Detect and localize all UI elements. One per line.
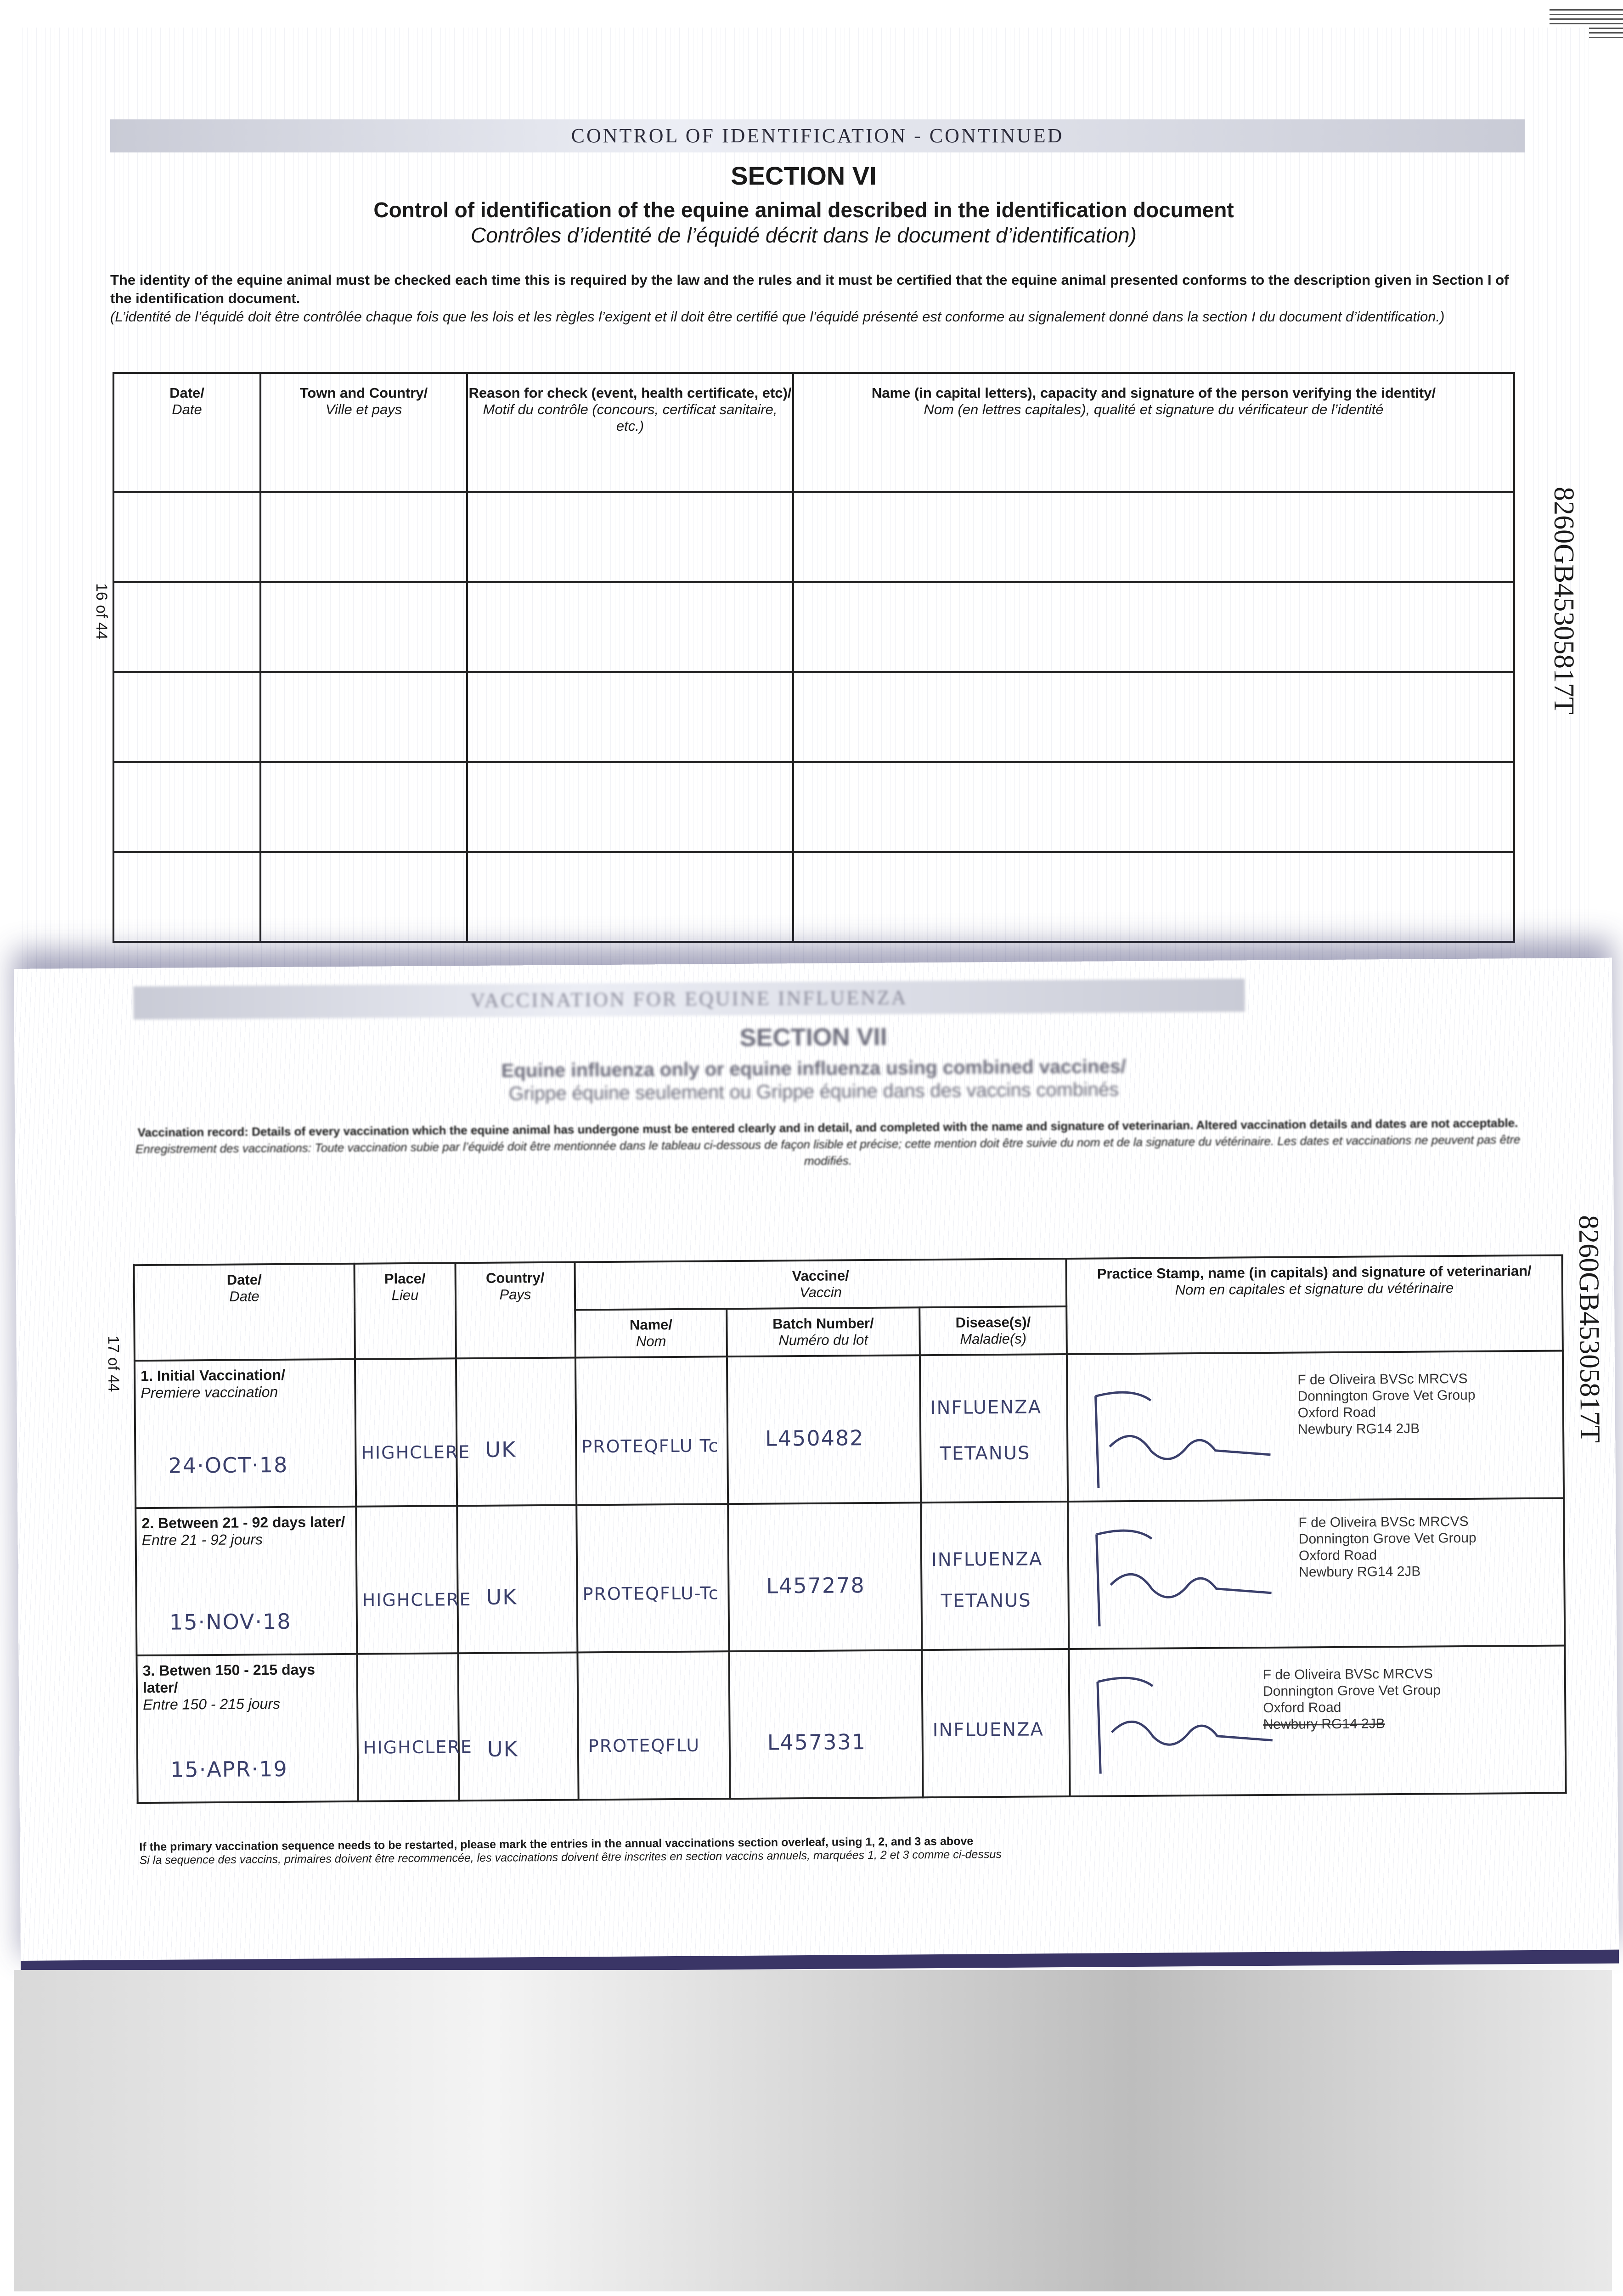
country-value: UK [486, 1584, 518, 1609]
section-title: SECTION VI [731, 161, 877, 190]
stamp-cell[interactable] [1068, 1498, 1565, 1649]
disease-cell[interactable] [920, 1354, 1068, 1503]
intro-english: The identity of the equine animal must be checked each time this is required by the law and the rules and it must be certified that the equine animal presented conforms to the description given in Section I of the identification document. [110, 272, 1509, 306]
vaccination-date: 15·NOV·18 [169, 1609, 292, 1635]
footnote-english: If the primary vaccination sequence needs to be restarted, please mark the entries in the annual vaccinations section overleaf, using 1, 2, and 3 as above [139, 1835, 974, 1854]
table-row [135, 1351, 1564, 1508]
col-country: Country/ Pays [455, 1262, 575, 1358]
place-value: HIGHCLERE [361, 1442, 471, 1463]
country-value: UK [485, 1437, 517, 1462]
intro-text [110, 271, 1516, 326]
table-row [136, 1645, 1566, 1803]
page-number: 16 of 44 [93, 583, 110, 640]
batch-cell[interactable] [728, 1503, 922, 1651]
disease-value: TETANUS [940, 1442, 1031, 1464]
col-reason: Reason for check (event, health certificate, etc)/ Motif du contrôle (concours, certificat sanitaire, etc.) [467, 373, 793, 492]
title-french: Grippe équine seulement ou Grippe équine dans des vaccins combinés [508, 1078, 1119, 1104]
batch-cell[interactable] [727, 1355, 921, 1504]
intro-french: Enregistrement des vaccinations: Toute vaccination subie par l’équidé doit être mentionnée dans le tableau ci-dessous de façon lisible et précise; cette mention doit être suivie du nom et de la signature du vétérinaire. Les dates et vaccinations ne peuvent pas être modifiés. [135, 1132, 1521, 1168]
identity-check-table [113, 372, 1515, 943]
country-value: UK [487, 1736, 518, 1761]
table-row [113, 492, 1514, 582]
stamp-cell[interactable] [1069, 1645, 1566, 1796]
row-label: 3. Betwen 150 - 215 days later/ Entre 150 - 215 jours [142, 1661, 316, 1713]
section-title: SECTION VII [739, 1023, 887, 1052]
intro-english: Vaccination record: Details of every vaccination which the equine animal has undergone must be entered clearly and in detail, and completed with the name and signature of veterinarian. Altered vaccination details and dates are not acceptable. [137, 1116, 1518, 1140]
binder-shadow [14, 1970, 1612, 2291]
place-cell[interactable] [356, 1506, 472, 1654]
title-english: Equine influenza only or equine influenza using combined vaccines/ [501, 1055, 1126, 1081]
practice-stamp: F de Oliveira BVSc MRCVS Donnington Grove Vet Group Oxford Road Newbury RG14 2JB [1262, 1666, 1441, 1733]
disease-value: INFLUENZA [930, 1396, 1042, 1419]
batch-cell[interactable] [729, 1650, 923, 1799]
place-cell[interactable] [357, 1653, 473, 1801]
col-date: Date/ Date [134, 1264, 355, 1361]
table-row [113, 762, 1514, 852]
passport-id: 8260GB45305817T [1572, 1215, 1606, 1443]
passport-id: 8260GB45305817T [1548, 487, 1579, 715]
title-french: Contrôles d’identité de l’équidé décrit dans le document d’identification) [471, 223, 1137, 247]
stamp-cell[interactable] [1067, 1351, 1564, 1502]
vaccine-name-value: PROTEQFLU Tc [581, 1435, 719, 1457]
vaccine-name-value: PROTEQFLU [588, 1735, 700, 1756]
col-disease: Disease(s)/ Maladie(s) [919, 1306, 1067, 1355]
vaccination-date: 15·APR·19 [170, 1756, 288, 1782]
vaccine-name-cell[interactable] [576, 1504, 729, 1652]
disease-value: INFLUENZA [931, 1548, 1043, 1571]
page-number: 17 of 44 [104, 1335, 123, 1392]
vaccine-name-cell[interactable] [577, 1651, 730, 1800]
footnote [139, 1835, 1002, 1867]
practice-stamp: F de Oliveira BVSc MRCVS Donnington Grove Vet Group Oxford Road Newbury RG14 2JB [1297, 1371, 1476, 1437]
table-row [113, 852, 1514, 942]
batch-value: L457331 [767, 1729, 867, 1755]
place-cell[interactable] [355, 1358, 471, 1507]
vaccine-name-value: PROTEQFLU-Tc [582, 1583, 719, 1604]
page-16 [18, 28, 1589, 974]
date-cell[interactable] [135, 1359, 356, 1508]
footnote-french: Si la sequence des vaccins, primaires doivent être recommencée, les vaccinations doivent être inscrites en section vaccins annuels, marquées 1, 2 et 3 comme ci-dessus [139, 1848, 1002, 1867]
vaccination-date: 24·OCT·18 [168, 1452, 288, 1478]
vet-signature [1078, 1519, 1299, 1631]
table-header-row [134, 1255, 1563, 1313]
page-17 [14, 958, 1619, 1975]
place-value: HIGHCLERE [363, 1737, 473, 1758]
country-cell[interactable] [458, 1652, 578, 1801]
table-header-row [113, 373, 1514, 492]
title-english: Control of identification of the equine animal described in the identification document [373, 198, 1234, 222]
col-place: Place/ Lieu [354, 1263, 456, 1359]
vaccination-table [133, 1254, 1567, 1804]
col-date: Date/ Date [113, 373, 260, 492]
intro-text [125, 1114, 1531, 1174]
col-town-country: Town and Country/ Ville et pays [260, 373, 467, 492]
date-cell[interactable] [135, 1507, 357, 1655]
disease-value: INFLUENZA [932, 1719, 1044, 1741]
table-row [135, 1498, 1565, 1655]
batch-value: L457278 [766, 1573, 865, 1598]
col-vaccine-name: Name/ Nom [575, 1309, 727, 1357]
intro-french: (L’identité de l’équidé doit être contrôlée chaque fois que les lois et les règles l’exigent et il doit être certifié que l’équidé présenté est conforme au signalement donné dans la section I du document d’identification.) [110, 309, 1445, 325]
col-practice-stamp: Practice Stamp, name (in capitals) and signature of veterinarian/ Nom en capitales et signature du vétérinaire [1066, 1255, 1562, 1354]
vet-signature [1077, 1381, 1298, 1493]
table-row [113, 582, 1514, 672]
date-cell[interactable] [136, 1654, 358, 1803]
batch-value: L450482 [765, 1425, 864, 1451]
col-batch-number: Batch Number/ Numéro du lot [727, 1307, 920, 1356]
disease-value: TETANUS [941, 1590, 1031, 1612]
vaccine-name-cell[interactable] [575, 1356, 728, 1505]
row-label: 1. Initial Vaccination/ Premiere vaccination [141, 1366, 286, 1401]
col-vaccine: Vaccine/ Vaccin [575, 1259, 1066, 1310]
practice-stamp: F de Oliveira BVSc MRCVS Donnington Grove Vet Group Oxford Road Newbury RG14 2JB [1298, 1514, 1476, 1580]
section-banner: VACCINATION FOR EQUINE INFLUENZA [133, 979, 1245, 1019]
place-value: HIGHCLERE [362, 1589, 472, 1610]
disease-cell[interactable] [921, 1502, 1069, 1650]
table-row [113, 672, 1514, 762]
col-verifier: Name (in capital letters), capacity and signature of the person verifying the identity/ Nom (en lettres capitales), qualité et signature du vérificateur de l’identité [793, 373, 1514, 492]
section-banner: CONTROL OF IDENTIFICATION - CONTINUED [110, 119, 1525, 152]
country-cell[interactable] [457, 1505, 577, 1653]
row-label: 2. Between 21 - 92 days later/ Entre 21 - 92 jours [141, 1513, 345, 1549]
disease-cell[interactable] [922, 1649, 1070, 1797]
country-cell[interactable] [456, 1357, 576, 1506]
